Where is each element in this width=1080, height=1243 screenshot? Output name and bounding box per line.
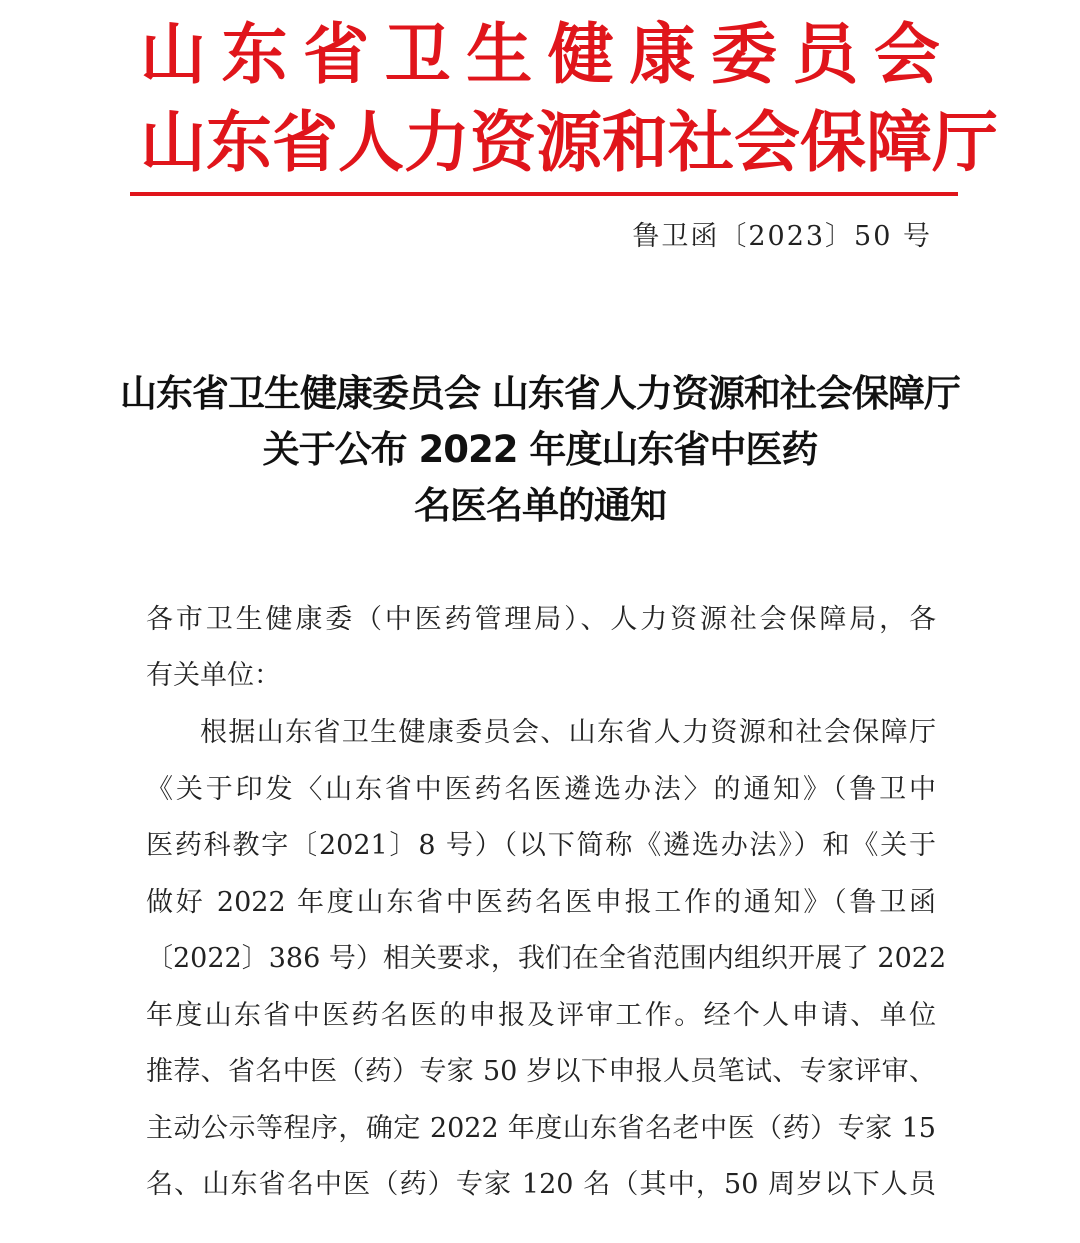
masthead-character: 省 xyxy=(272,104,338,181)
body-line: 有关单位： xyxy=(146,660,281,691)
masthead-character: 健 xyxy=(547,16,614,93)
masthead-character: 源 xyxy=(536,104,602,181)
body-line: 〔2022〕386 号）相关要求，我们在全省范围内组织开展了 2022 xyxy=(146,943,947,974)
masthead-character: 东 xyxy=(206,104,272,181)
masthead-character: 会 xyxy=(873,16,940,93)
body-line: 年度山东省中医药名医的申报及评审工作。经个人申请、单位 xyxy=(146,1000,936,1031)
masthead-character: 力 xyxy=(404,104,470,181)
body-line: 主动公示等程序，确定 2022 年度山东省名老中医（药）专家 15 xyxy=(146,1113,936,1144)
body-line: 名、山东省名中医（药）专家 120 名（其中，50 周岁以下人员 xyxy=(146,1169,936,1200)
masthead-character: 保 xyxy=(800,104,866,181)
masthead-character: 会 xyxy=(734,104,800,181)
masthead-health-commission xyxy=(140,16,940,94)
body-line: 《关于印发〈山东省中医药名医遴选办法〉的通知》（鲁卫中 xyxy=(146,774,936,805)
masthead-hr-department xyxy=(140,104,998,182)
body-line: 推荐、省名中医（药）专家 50 岁以下申报人员笔试、专家评审、 xyxy=(146,1056,936,1087)
body-line: 医药科教字〔2021〕8 号）（以下简称《遴选办法》）和《关于 xyxy=(146,830,936,861)
masthead-character: 生 xyxy=(466,16,533,93)
masthead-character: 障 xyxy=(866,104,932,181)
masthead-character: 省 xyxy=(303,16,370,93)
red-divider-line xyxy=(130,192,958,196)
body-line: 做好 2022 年度山东省中医药名医申报工作的通知》（鲁卫函 xyxy=(146,887,936,918)
masthead-character: 山 xyxy=(140,104,206,181)
masthead-character: 人 xyxy=(338,104,404,181)
masthead-character: 厅 xyxy=(932,104,998,181)
masthead-character: 山 xyxy=(140,16,206,93)
masthead-character: 委 xyxy=(710,16,777,93)
masthead-character: 和 xyxy=(602,104,668,181)
masthead-character: 康 xyxy=(629,16,696,93)
document-title-line-2: 关于公布 2022 年度山东省中医药 xyxy=(262,428,818,471)
body-line: 根据山东省卫生健康委员会、山东省人力资源和社会保障厅 xyxy=(200,717,936,748)
document-title-line-1: 山东省卫生健康委员会 山东省人力资源和社会保障厅 xyxy=(120,372,960,415)
document-title-line-3: 名医名单的通知 xyxy=(414,484,666,527)
document-number: 鲁卫函〔2023〕50 号 xyxy=(632,221,932,252)
masthead-character: 员 xyxy=(792,16,859,93)
masthead-character: 卫 xyxy=(384,16,451,93)
masthead-character: 东 xyxy=(221,16,288,93)
masthead-character: 社 xyxy=(668,104,734,181)
masthead-character: 资 xyxy=(470,104,536,181)
body-line: 各市卫生健康委（中医药管理局）、人力资源社会保障局，各 xyxy=(146,604,936,635)
